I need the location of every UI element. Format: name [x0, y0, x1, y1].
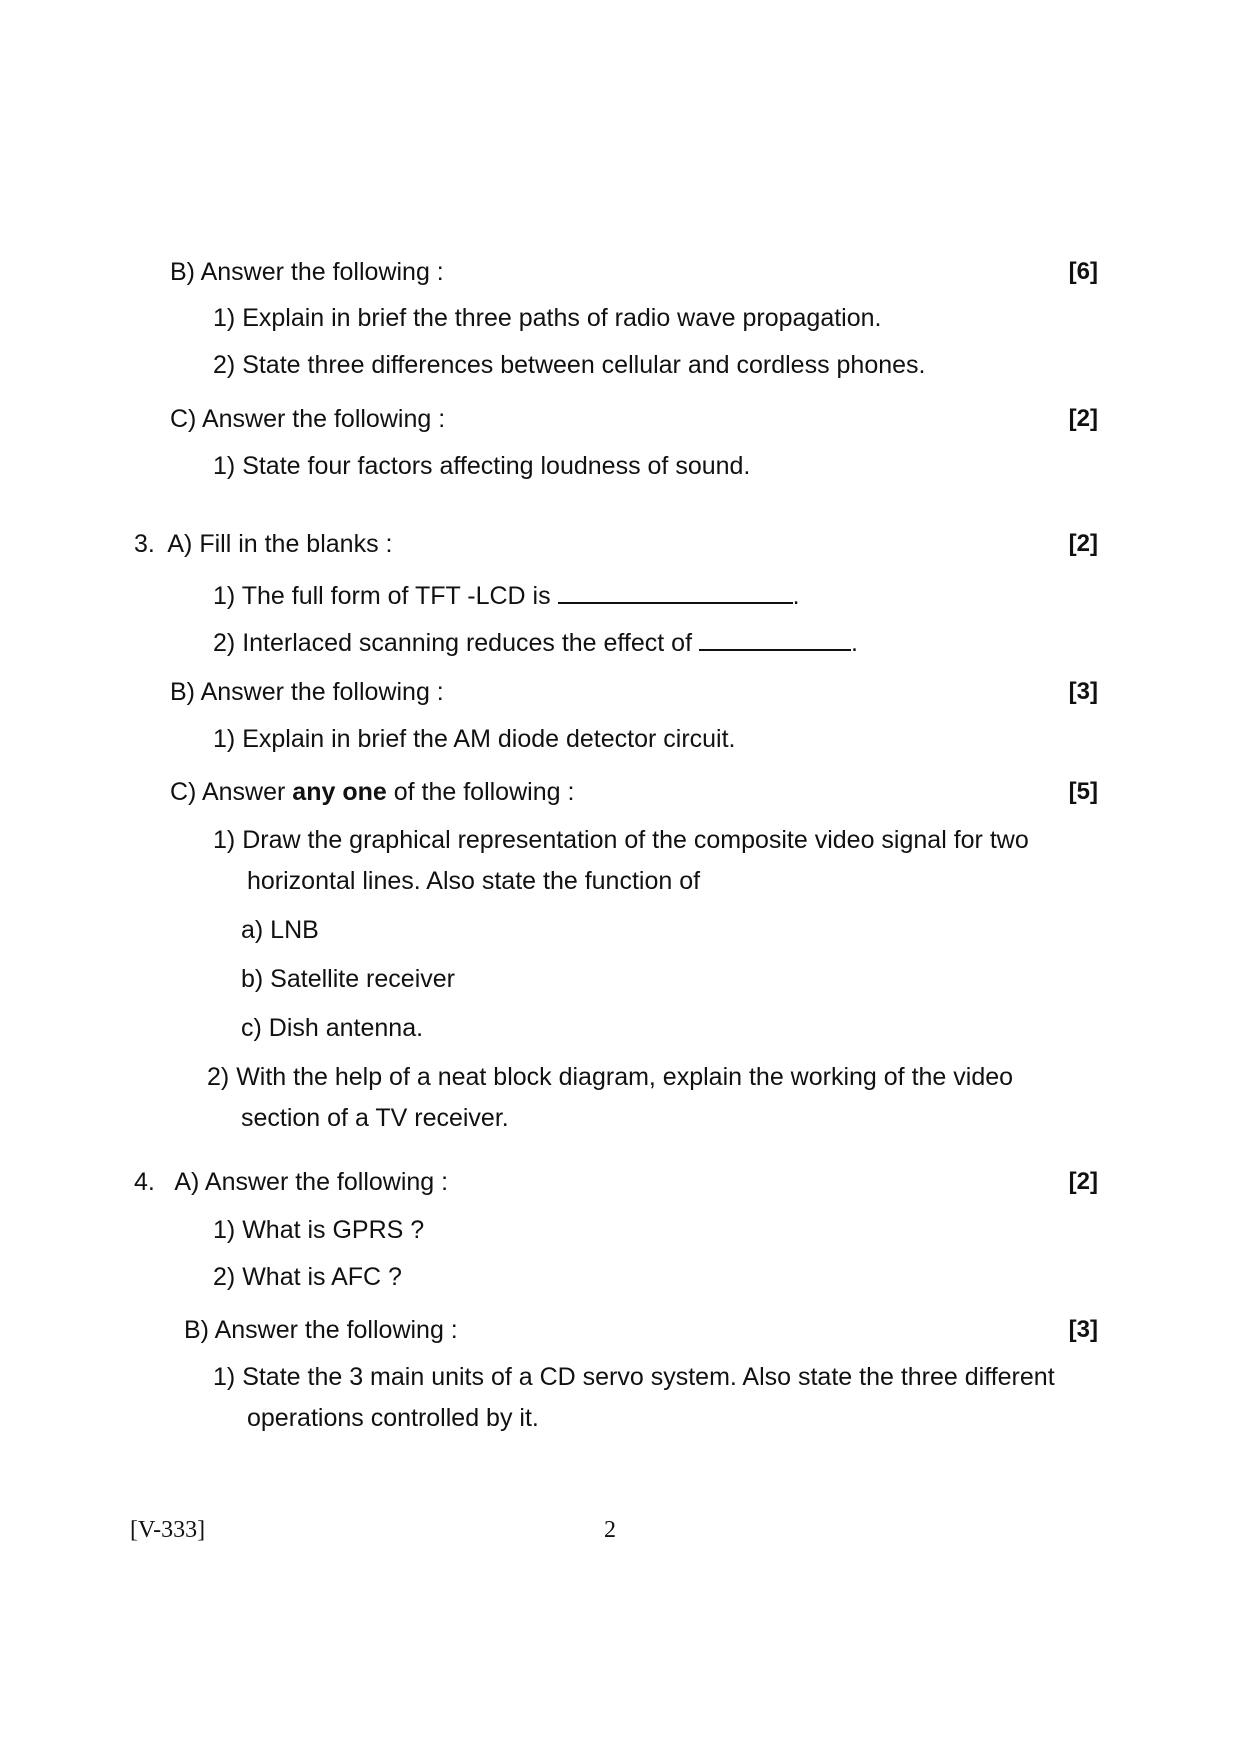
q3-c-sub-a: a) LNB: [241, 916, 319, 944]
item-number: 2): [213, 351, 236, 379]
item-end: .: [792, 582, 800, 610]
item-number: 1): [213, 1363, 236, 1391]
item-number: 1): [213, 452, 236, 480]
q2-b-heading: [170, 260, 444, 285]
q3-c-sub-b: b) Satellite receiver: [241, 965, 455, 993]
answer-blank: [699, 627, 851, 651]
q3-a-title: Fill in the blanks :: [199, 530, 393, 558]
q2-c-title: Answer the following :: [201, 405, 446, 433]
item-number: 1): [213, 826, 236, 854]
q3-a-item-1: [213, 580, 800, 609]
item-text: Explain in brief the AM diode detector circuit.: [242, 725, 736, 753]
item-text-line1: State the 3 main units of a CD servo system. Also state the three different: [242, 1363, 1055, 1391]
q3-a-heading: [134, 532, 392, 557]
q3-c-item-2-line2: section of a TV receiver.: [241, 1104, 509, 1132]
q2-b-item-1: [213, 306, 881, 331]
q4-b-heading: [184, 1318, 458, 1343]
q3-a-label: A): [167, 530, 193, 558]
q4-b-title: Answer the following :: [214, 1316, 458, 1344]
q3-b-item-1: [213, 727, 736, 752]
q4-a-title: Answer the following :: [204, 1168, 449, 1196]
item-number: 1): [213, 582, 236, 610]
q4-a-item-2: [213, 1265, 402, 1290]
q3-b-marks: [3]: [1068, 678, 1098, 705]
item-end: .: [850, 629, 858, 657]
item-text: What is GPRS ?: [242, 1216, 425, 1244]
item-text: Explain in brief the three paths of radio wave propagation.: [242, 304, 882, 332]
q4-b-label: B): [184, 1316, 209, 1344]
q2-c-item-1: [213, 454, 750, 479]
q4-a-marks: [2]: [1068, 1168, 1098, 1195]
q3-a-marks: [2]: [1068, 530, 1098, 557]
item-number: 1): [213, 1216, 236, 1244]
item-text: What is AFC ?: [242, 1263, 402, 1291]
q3-c-title-post: of the following :: [393, 778, 575, 806]
item-number: 2): [213, 629, 236, 657]
q3-c-heading: [170, 780, 574, 805]
q2-b-item-2: [213, 353, 926, 378]
item-text-line1: Draw the graphical representation of the composite video signal for two: [242, 826, 1029, 854]
item-number: 2): [207, 1063, 230, 1091]
q2-b-title: Answer the following :: [200, 258, 444, 286]
q3-b-heading: [170, 680, 444, 705]
q4-number: 4.: [134, 1168, 155, 1196]
q4-a-heading: [134, 1170, 448, 1195]
q3-a-item-2: [213, 627, 858, 656]
item-text-line1: With the help of a neat block diagram, explain the working of the video: [236, 1063, 1014, 1091]
q3-c-title-bold: any one: [292, 778, 387, 806]
q2-b-label: B): [170, 258, 195, 286]
page-number: 2: [604, 1517, 616, 1543]
q4-b-marks: [3]: [1068, 1316, 1098, 1343]
q2-b-marks: [6]: [1068, 258, 1098, 285]
q3-number: 3.: [134, 530, 155, 558]
item-text: The full form of TFT -LCD is: [241, 582, 551, 610]
q3-c-sub-c: c) Dish antenna.: [241, 1014, 424, 1042]
q4-a-label: A): [174, 1168, 200, 1196]
q2-c-heading: [170, 407, 445, 432]
q2-c-label: C): [170, 405, 197, 433]
q4-b-item-1: [213, 1365, 1055, 1390]
q4-b-item-1-line2: operations controlled by it.: [247, 1404, 539, 1432]
q2-c-marks: [2]: [1068, 405, 1098, 432]
q3-c-title-pre: Answer: [201, 778, 286, 806]
q3-c-item-2: [207, 1065, 1013, 1090]
answer-blank: [558, 580, 793, 604]
item-text: Interlaced scanning reduces the effect of: [242, 629, 693, 657]
item-number: 1): [213, 304, 236, 332]
item-text: State four factors affecting loudness of sound.: [242, 452, 751, 480]
item-number: 2): [213, 1263, 236, 1291]
q3-b-label: B): [170, 678, 195, 706]
paper-code: [V-333]: [130, 1517, 206, 1543]
q3-c-item-1: [213, 828, 1029, 853]
item-number: 1): [213, 725, 236, 753]
item-text: State three differences between cellular and cordless phones.: [242, 351, 926, 379]
q3-c-marks: [5]: [1068, 778, 1098, 805]
q3-b-title: Answer the following :: [200, 678, 444, 706]
q3-c-label: C): [170, 778, 197, 806]
q3-c-item-1-line2: horizontal lines. Also state the function of: [247, 867, 701, 895]
q4-a-item-1: [213, 1218, 424, 1243]
